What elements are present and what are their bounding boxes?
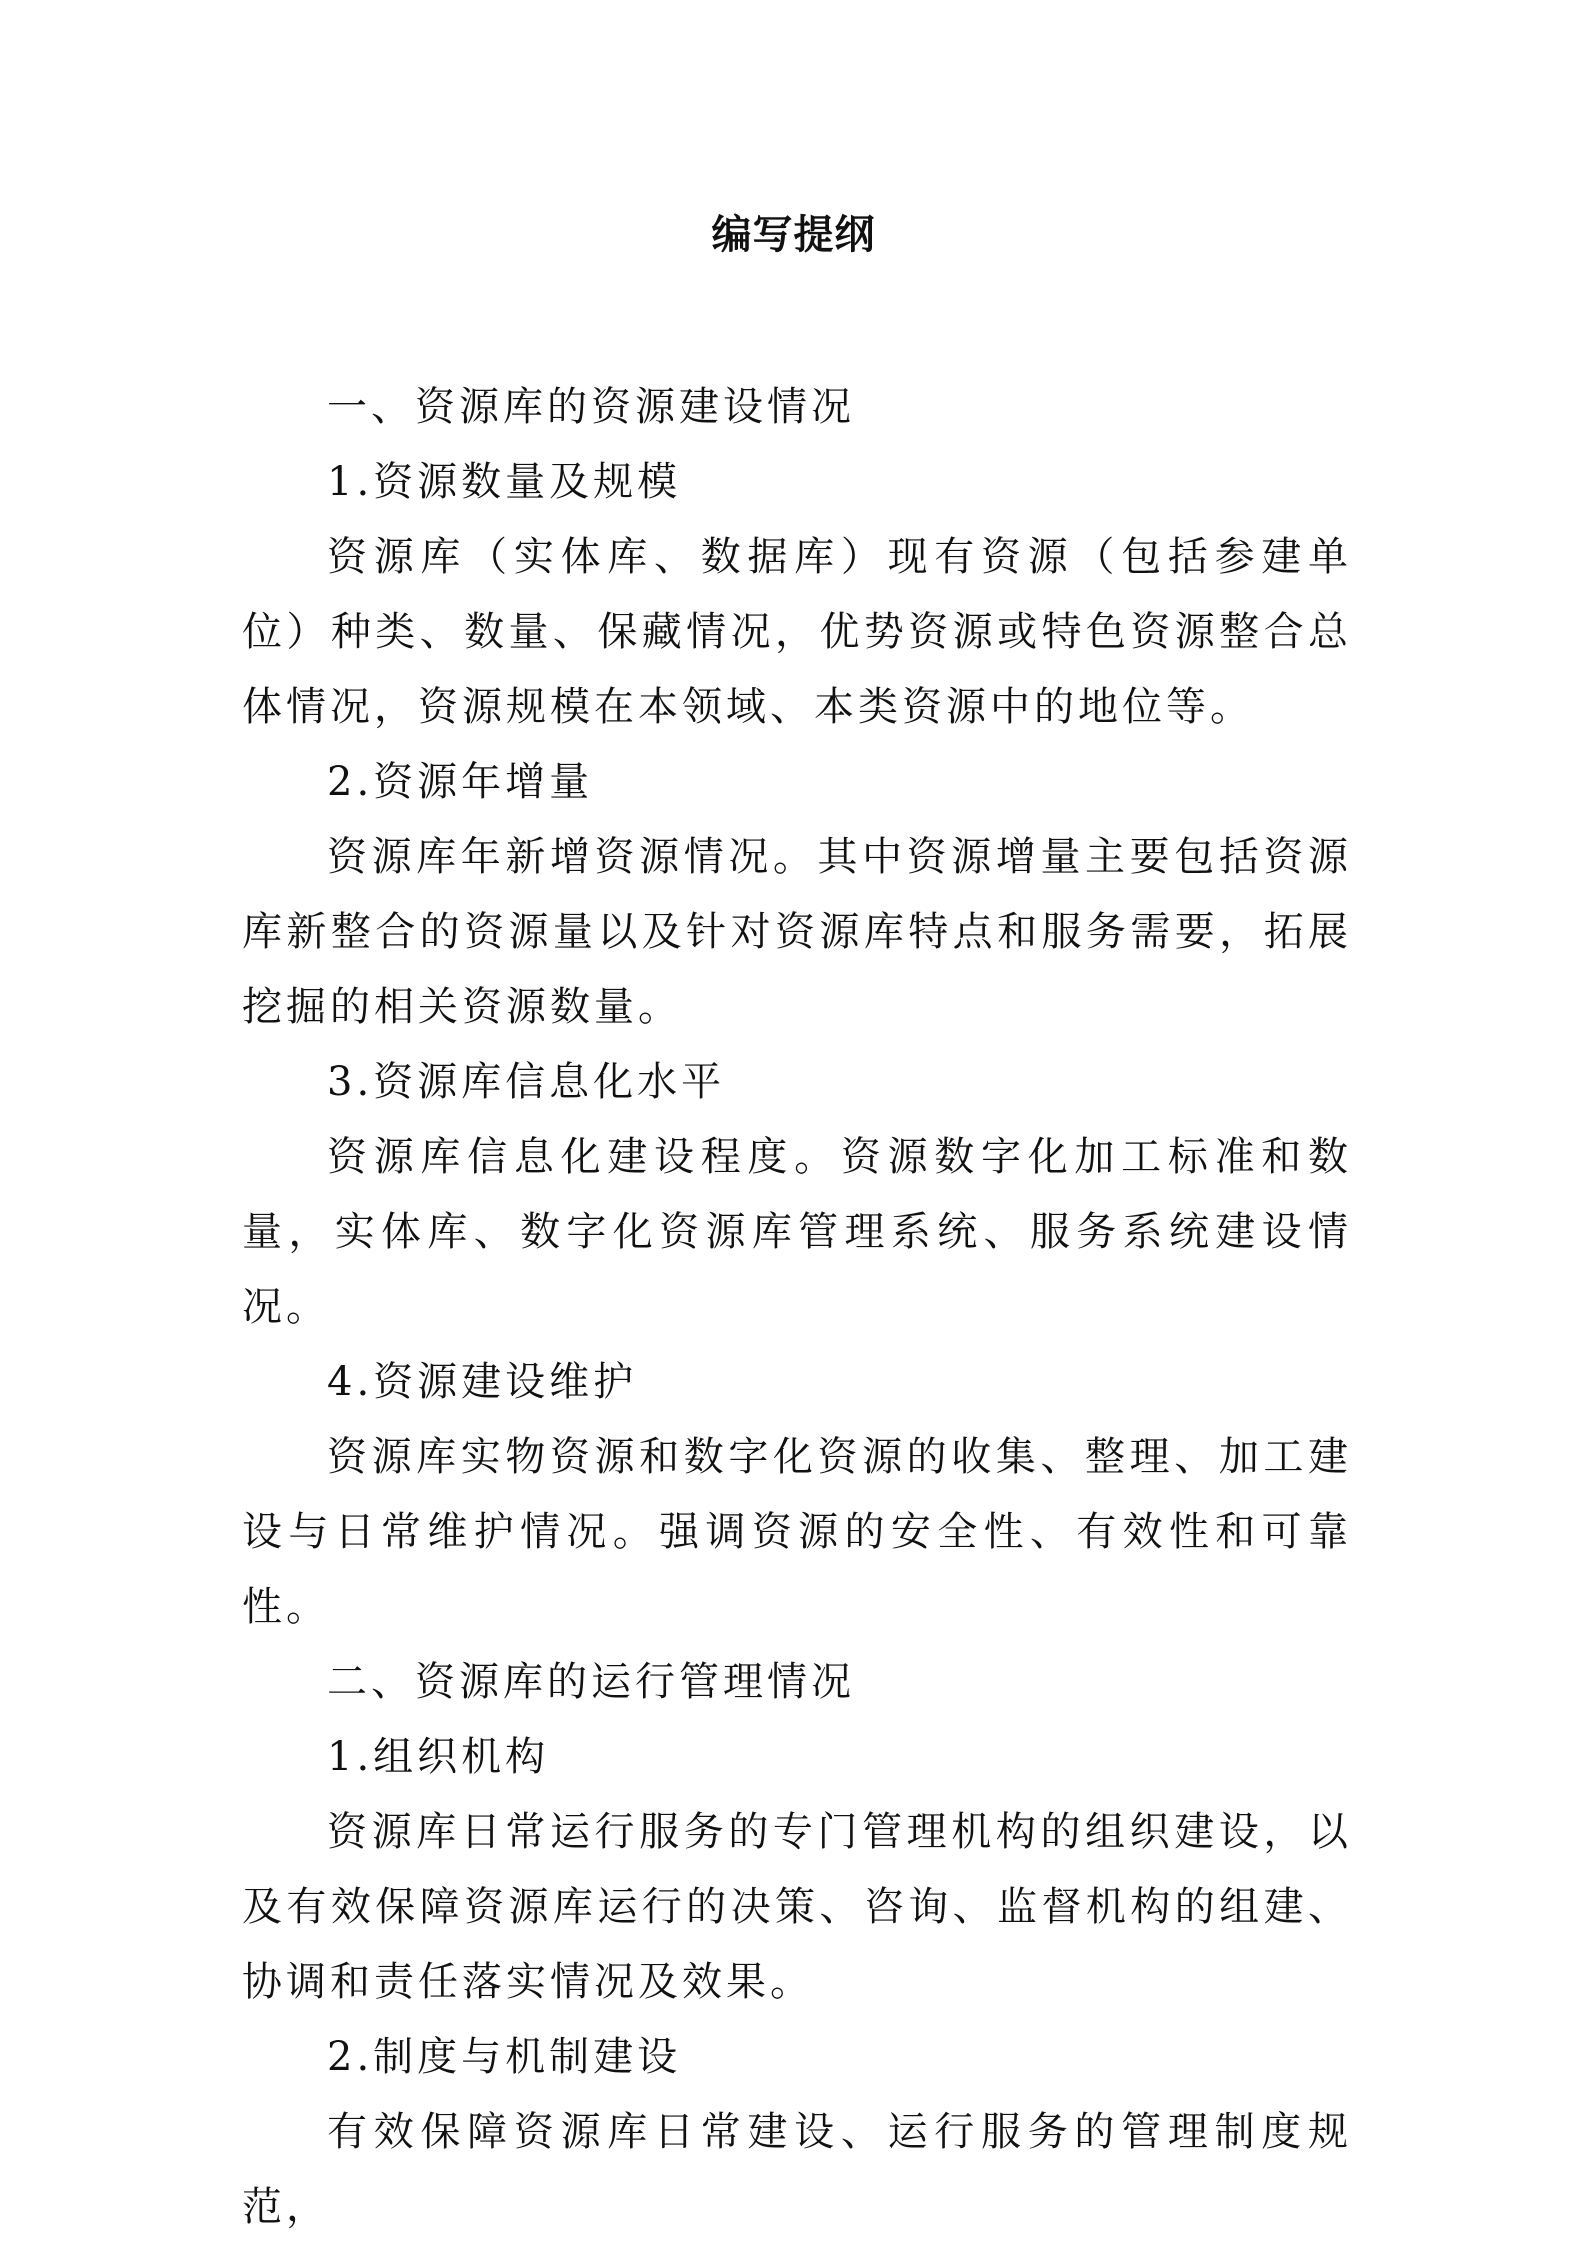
- subheading: 2.资源年增量: [327, 759, 594, 805]
- subheading: 2.制度与机制建设: [327, 2034, 682, 2080]
- paragraph: 资源库信息化建设程度。资源数字化加工标准和数量，实体库、数字化资源库管理系统、服务系统建设情况。: [242, 1134, 1352, 1330]
- paragraph: 资源库年新增资源情况。其中资源增量主要包括资源库新整合的资源量以及针对资源库特点和服务需要，拓展挖掘的相关资源数量。: [242, 834, 1352, 1030]
- subheading: 4.资源建设维护: [327, 1359, 638, 1405]
- document-body: [242, 370, 1352, 2245]
- subheading: 3.资源库信息化水平: [327, 1059, 726, 1105]
- section-heading: 二、资源库的运行管理情况: [327, 1659, 855, 1705]
- document-title: 编写提纲: [711, 212, 876, 258]
- section-heading: 一、资源库的资源建设情况: [327, 384, 855, 430]
- paragraph: 资源库实物资源和数字化资源的收集、整理、加工建设与日常维护情况。强调资源的安全性、有效性和可靠性。: [242, 1434, 1352, 1630]
- paragraph: 有效保障资源库日常建设、运行服务的管理制度规范，: [242, 2109, 1352, 2230]
- paragraph: 资源库（实体库、数据库）现有资源（包括参建单位）种类、数量、保藏情况，优势资源或特色资源整合总体情况，资源规模在本领域、本类资源中的地位等。: [242, 534, 1352, 730]
- subheading: 1.组织机构: [327, 1734, 550, 1780]
- subheading: 1.资源数量及规模: [327, 459, 682, 505]
- paragraph: 资源库日常运行服务的专门管理机构的组织建设，以及有效保障资源库运行的决策、咨询、监督机构的组建、协调和责任落实情况及效果。: [242, 1809, 1352, 2005]
